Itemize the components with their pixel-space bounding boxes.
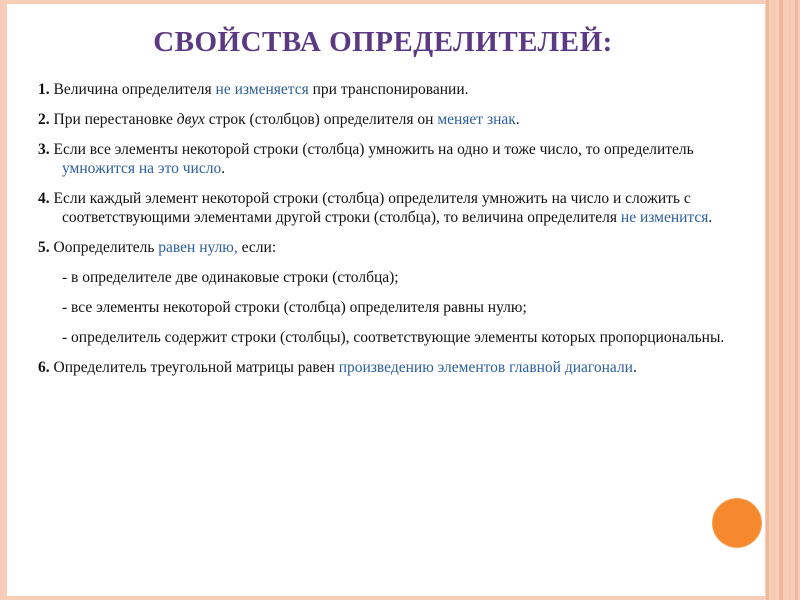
item-highlight: не изменяется [215,81,309,98]
property-item-6 [38,358,738,377]
item-text: строк (столбцов) определителя он [204,111,438,128]
orange-circle-decoration [713,499,761,547]
item-text: . [221,160,226,177]
item-number: 5. [38,239,50,256]
decor-stripe [773,0,775,600]
decor-stripe [789,0,791,600]
item-italic: двух [176,111,205,128]
property-item-3 [38,140,738,178]
item-highlight: не изменится [620,209,709,226]
item-text: Если все элементы некоторой строки (столбца) умножить на одно и тоже число, то определитель [49,141,694,158]
decor-stripe [795,0,798,600]
condition-text: - в определителе две одинаковые строки (столбца); [62,269,399,286]
item-text: Если каждый элемент некоторой строки (столбца) определителя умножить на число и сложить с соответствующими элементами другой строки (столбца), то величина определителя [49,190,691,226]
item-text: при транспонировании. [308,81,469,98]
item-highlight: умножится на это число [62,160,222,177]
item-text: . [515,111,520,128]
item-text: . [708,209,713,226]
condition-item-1 [38,268,738,287]
decor-stripe [766,0,769,600]
property-item-2 [38,110,738,129]
condition-item-3 [38,328,738,347]
item-highlight: меняет знак [437,111,516,128]
decor-stripe [779,0,783,600]
item-text: Оопределитель [49,239,159,256]
properties-list [38,80,738,388]
item-highlight: равен нулю, [158,239,238,256]
item-text: . [632,359,637,376]
condition-text: - определитель содержит строки (столбцы), соответствующие элементы которых пропорциональны. [62,329,725,346]
item-text: Величина определителя [49,81,216,98]
item-highlight: произведению элементов главной диагонали [338,359,633,376]
item-number: 4. [38,190,50,207]
item-text: если: [237,239,277,256]
property-item-4 [38,189,738,227]
item-text: Определитель треугольной матрицы равен [49,359,339,376]
item-number: 1. [38,81,50,98]
item-number: 6. [38,359,50,376]
property-item-1 [38,80,738,99]
item-text: При перестановке [49,111,177,128]
item-number: 3. [38,141,50,158]
item-number: 2. [38,111,50,128]
condition-item-2 [38,298,738,317]
slide-title: СВОЙСТВА ОПРЕДЕЛИТЕЛЕЙ: [153,26,613,58]
property-item-5 [38,238,738,257]
condition-text: - все элементы некоторой строки (столбца) определителя равны нулю; [62,299,527,316]
